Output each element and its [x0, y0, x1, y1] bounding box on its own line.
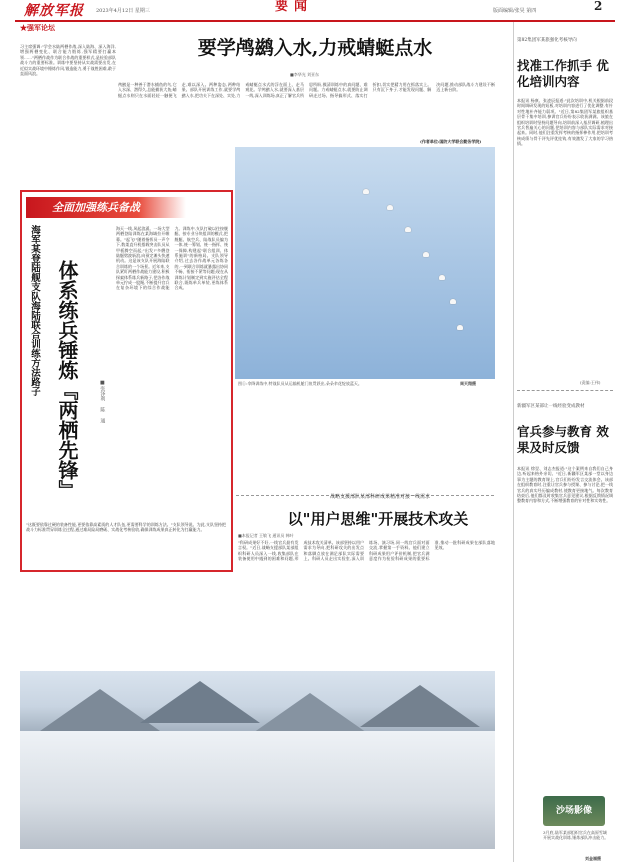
right2-tag: 新疆军区某部让一线经验变成教材 — [517, 404, 585, 409]
section-title: 要闻 — [275, 0, 314, 14]
right2-headline: 官兵参与教育 效果及时反馈 — [517, 424, 609, 455]
snowfield — [20, 731, 495, 849]
photo2-caption: 3月底,陆军某部组织官兵在高原雪域开展实战化训练,锤炼部队冲击能力。 — [543, 830, 609, 841]
main-article-text: 鸬鹚是一种善于潜水捕鱼的鸟,它入水深、潜得久,总能捕获大鱼;蜻蜓点水则只在水面轻轻一触便飞走,难以深入。两种姿态,两种结果。部队开展训练工作,就要学鸬鹚入水,把功夫下在深处、实处,力戒蜻蜓点水式的浮在面上、走马观花。学鸬鹚入水,就要深入基层一线,深入训练场,真正了解官兵所思所盼,摸清训练中的真问题、难问题。力戒蜻蜓点水,就要防止调研走过场、指导搞形式、落实打折扣,切实把精力用在抓落实上。只有沉下身子,才能发现问题、解决问题,推动部队战斗力建设不断迈上新台阶。 — [118, 82, 495, 98]
photo1-credit: 周天翔摄 — [460, 381, 476, 386]
feature-subtitle: 海军某登陆舰支队海陆联合训练方法路子 — [29, 225, 40, 396]
parachute-mark — [405, 227, 411, 232]
issue-date: 2023年4月12日 星期三 — [96, 8, 150, 14]
main-headline: 要学鸬鹚入水,力戒蜻蜓点水 — [197, 37, 433, 59]
column-text: 习主席强调:"学会水陆两栖作战,深入陆海、深入海洋,增强两栖变化、联合能力锻炼,强军精要打赢本领……"两栖作战作为联合作战的重要样式,是检验部队战斗力的重要标准。训练中要坚持从实战需要出发,在近似实战环境中锤炼作风,锻造能力,勇于战胜困难,敢于直面风浪。 — [20, 44, 116, 77]
right1-text: 本报讯 杨康、张凌辰报道:"此次培训中,机关根据前段时间调研发现的短板,对培训内容进行了优化调整,有针对性地补齐能力弱项。"近日,第82集团军某旅组织基层骨干集中培训,参训官兵纷纷表示收获满满。该旅在组织培训时坚持问题导向,培训前深入基层调研,梳理出官兵普遍关心的问题,把培训内容与部队实际需求对接起来。同时,他们注重发挥考核的指挥棒作用,把培训考核成绩与骨干评先评优挂钩,有效激发了大家的学习热情。 — [517, 98, 613, 147]
photo2-credit: 刘金福摄 — [585, 856, 601, 861]
article2-text: "科研成果好不好,一线官兵最有发言权。"近日,战略支援部队某部组织科研人员深入一线,收集部队在装备使用中遇到的困难和问题,形成技术攻关清单。该部坚持以用户需求为导向,把科研攻关的出发点和落脚点放在满足部队实际需要上。科研人员走出实验室,深入训练场、演习场,同一线官兵面对面交流,掌握第一手资料。他们建立科研成果用户评价机制,把官兵满意度作为检验科研成果的重要标准,推动一批科研成果在部队落地见效。 — [238, 540, 495, 562]
right1-headline: 找准工作抓手 优化培训内容 — [517, 58, 609, 89]
photo2-badge: 沙场影像 — [543, 796, 605, 826]
parachute-mark — [457, 325, 463, 330]
article2-subtitle: 战略支援部队某部科研成果精准对接一线需求 — [329, 494, 430, 500]
parachute-photo — [235, 147, 495, 379]
page-editor: 版面编辑/张昊 第四 — [493, 8, 537, 14]
masthead: 解放军报 — [24, 3, 84, 19]
header-rule — [15, 20, 615, 22]
photo1-caption: 图①:伞降训练中,特战队员从运输机舱门鱼贯跃出,朵朵伞花绽放蓝天。 — [238, 381, 362, 386]
feature-byline: ■张泽利 陈 通 — [99, 380, 106, 423]
snow-mountain-photo — [20, 671, 495, 849]
mountain-shape — [360, 685, 480, 727]
parachute-mark — [423, 252, 429, 257]
right-section-divider — [517, 390, 613, 391]
main-author-note: (作者单位:国防大学联合勤务学院) — [420, 139, 482, 144]
star-icon: ★ — [20, 23, 27, 32]
parachute-mark — [450, 299, 456, 304]
feature-lead: "这既要依靠过硬的装备性能,更要依靠高素质的人才队伍,更需要科学的训练方法。"支队领导说。为此,支队坚持把战斗力标准贯穿训练全过程,通过难局险局磨砺、实战化考核验收,确保训练成果真正转化为打赢能力。 — [26, 522, 226, 533]
mountain-shape — [140, 681, 260, 723]
feature-text: 海天一线,风起浪涌。一场大型两栖登陆训练在某海域拉开帷幕。"起飞!"随着指挥员一声令下,数架直升机搭载突击队员从甲板腾空而起;"出发!"多艘登陆艇劈波斩浪,向预定滩头快速机动。这是该支队开展海陆联合训练的一个场景。近年来,支队紧盯两栖作战能力建设,积极探索体系练兵新路子,把各作战单元拧成一股绳,不断提升官兵在复杂环境下的综合作战能力。训练中,支队打破以往按舰艇、按专业分块组训的模式,把舰艇、航空兵、陆战队员编为一体,统一筹划、统一指挥、统一保障,构建起"联合组训、体系施训"的新格局。支队领导介绍,过去各作战单元各练各的,一到联合训练就暴露出协同不畅、衔接不紧等问题;现在从训练计划制定到实施评估全程联合,既练单兵单装,更练体系合成。 — [116, 226, 228, 291]
feature-headline: 体系练兵锤炼『两栖先锋』 — [55, 260, 79, 500]
right-divider — [513, 22, 514, 862]
parachute-mark — [387, 205, 393, 210]
article2-byline: ■本报记者 王敏飞 通讯员 韩叶 — [238, 533, 294, 538]
article2-headline: 以"用户思维"开展技术攻关 — [287, 510, 469, 528]
right1-tag: 第82集团军某旅强化考核导向 — [517, 38, 577, 43]
parachute-mark — [439, 275, 445, 280]
page-number: 2 — [594, 0, 603, 13]
parachute-mark — [363, 189, 369, 194]
feature-banner: 全面加强练兵备战 — [26, 197, 186, 218]
right1-end-note: (责编:王伟) — [580, 380, 601, 385]
column-name: ★强军论坛 — [20, 23, 55, 32]
mountain-shape — [250, 693, 370, 735]
right2-text: 本报讯 徐翌、刘志杰报道:"这个案例来自我们自己身边,听起来格外亲切。"近日,新疆军区某部一堂以身边事为主题的教育课上,官兵们纷纷发言交流体会。该部在组织教育时,注重让官兵参与授课、参与讨论,把一线官兵的真实经历编成教材,使教育更接地气。每次教育结束后,他们都及时收集官兵意见建议,根据反馈情况调整教育内容和方式,不断增强教育的针对性和实效性。 — [517, 466, 613, 504]
main-byline: ■李华光 刘亚东 — [290, 72, 320, 77]
